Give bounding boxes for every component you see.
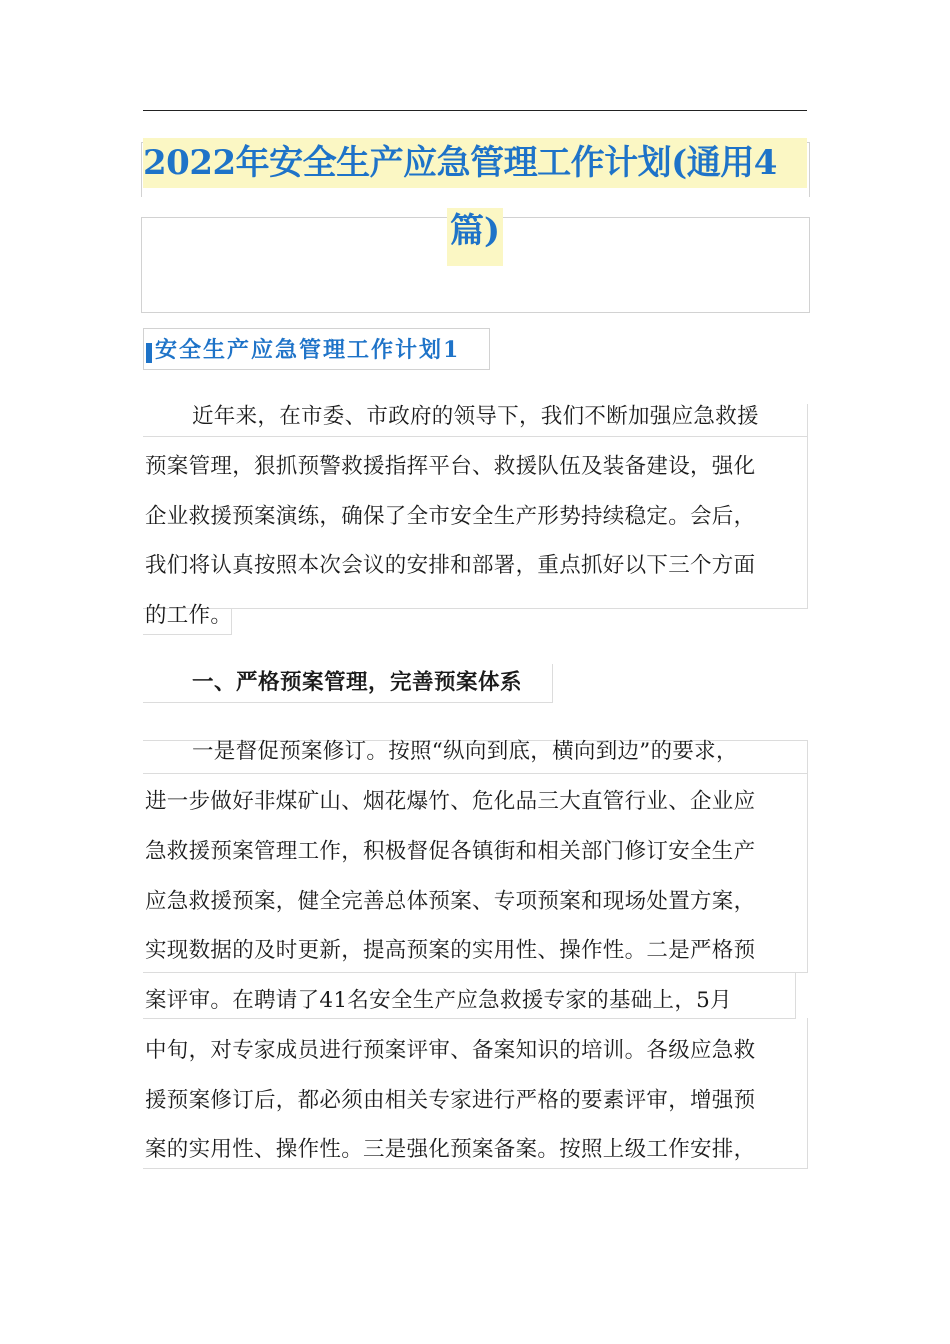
paragraph-line: 案的实用性、操作性。三是强化预案备案。按照上级工作安排， (145, 1137, 756, 1162)
paragraph-line: 一是督促预案修订。按照“纵向到底，横向到边”的要求， (192, 739, 738, 764)
paragraph-line: 我们将认真按照本次会议的安排和部署，重点抓好以下三个方面 (145, 553, 756, 578)
paragraph-line: 近年来，在市委、市政府的领导下，我们不断加强应急救援 (192, 404, 759, 429)
paragraph-line: 急救援预案管理工作，积极督促各镇街和相关部门修订安全生产 (145, 839, 756, 864)
paragraph-line: 预案管理，狠抓预警救援指挥平台、救援队伍及装备建设，强化 (145, 454, 756, 479)
heading-marker (146, 343, 152, 363)
paragraph-line: 的工作。 (145, 603, 233, 628)
top-rule (143, 110, 807, 111)
document-title-line-1: 2022年安全生产应急管理工作计划(通用4 (143, 138, 807, 188)
document-title-line-2: 篇) (447, 208, 503, 266)
section-heading (143, 328, 490, 370)
paragraph-line: 企业救援预案演练，确保了全市安全生产形势持续稳定。会后， (145, 504, 756, 529)
paragraph-line: 实现数据的及时更新，提高预案的实用性、操作性。二是严格预 (145, 938, 756, 963)
paragraph-line: 案评审。在聘请了41名安全生产应急救援专家的基础上，5月 (145, 988, 732, 1013)
paragraph-line: 援预案修订后，都必须由相关专家进行严格的要素评审，增强预 (145, 1088, 756, 1113)
subheading: 一、严格预案管理，完善预案体系 (192, 670, 523, 695)
paragraph-line: 应急救援预案，健全完善总体预案、专项预案和现场处置方案， (145, 889, 756, 914)
paragraph-line: 进一步做好非煤矿山、烟花爆竹、危化品三大直管行业、企业应 (145, 789, 756, 814)
paragraph-box (143, 608, 232, 635)
section-heading-text: 安全生产应急管理工作计划1 (155, 337, 461, 363)
paragraph-line: 中旬，对专家成员进行预案评审、备案知识的培训。各级应急救 (145, 1038, 756, 1063)
